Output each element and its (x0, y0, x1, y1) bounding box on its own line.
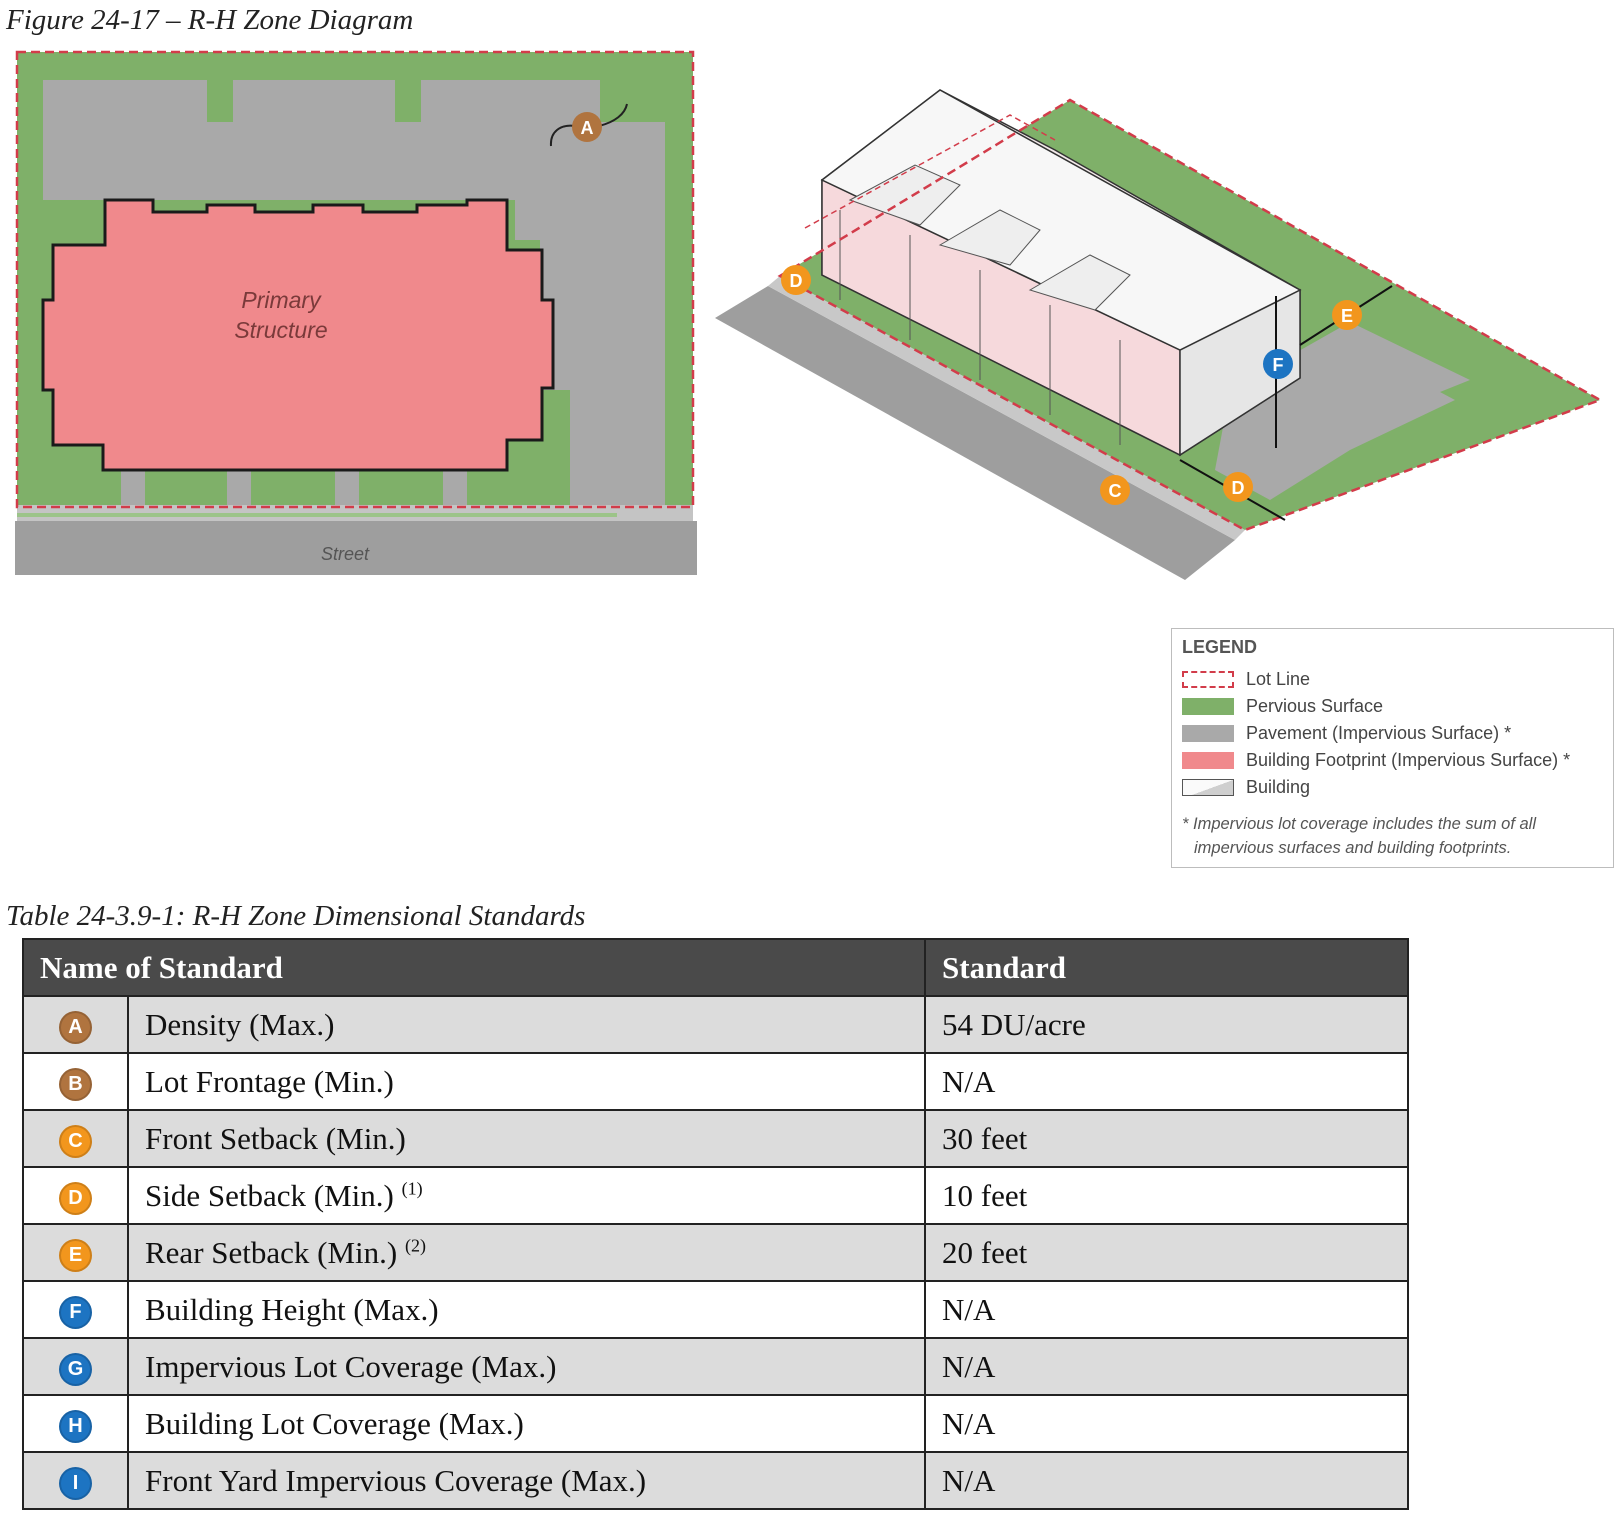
row-marker-cell (23, 1167, 128, 1224)
legend-item-pavement (1182, 723, 1511, 743)
footprint-swatch (1182, 752, 1234, 769)
marker-badge-icon: C (59, 1125, 92, 1158)
walkway (335, 470, 359, 507)
marker-badge-icon: H (59, 1410, 92, 1443)
walkway (227, 470, 251, 507)
table-row (23, 1281, 1408, 1338)
standard-value: N/A (925, 1281, 1408, 1338)
primary-structure-label: Primary (241, 287, 321, 313)
standard-name-cell (128, 1281, 925, 1338)
standard-name: Impervious Lot Coverage (Max.) (145, 1348, 557, 1384)
marker-badge-icon: D (59, 1182, 92, 1215)
standard-name: Density (Max.) (145, 1006, 335, 1042)
table-caption: Table 24-3.9-1: R-H Zone Dimensional Standards (6, 900, 586, 932)
standard-value: 10 feet (925, 1167, 1408, 1224)
legend-item-building (1182, 777, 1310, 797)
isometric-view-diagram (710, 60, 1610, 615)
standard-name: Front Yard Impervious Coverage (Max.) (145, 1462, 647, 1498)
standard-name: Building Lot Coverage (Max.) (145, 1405, 524, 1441)
marker-f-letter: F (1272, 355, 1284, 375)
legend-item-label: Lot Line (1246, 668, 1311, 689)
row-marker-cell (23, 1452, 128, 1509)
standard-value: N/A (925, 1452, 1408, 1509)
table-row (23, 1395, 1408, 1452)
marker-c-letter: C (1108, 481, 1122, 501)
footnote-ref: (1) (401, 1178, 423, 1199)
dimensional-standards-table (22, 938, 1409, 1510)
legend-footnote (1182, 812, 1607, 860)
pervious-swatch (1182, 698, 1234, 715)
legend (1171, 628, 1614, 868)
walkway (443, 470, 467, 507)
lot-line-swatch (1182, 671, 1234, 688)
standard-value: 30 feet (925, 1110, 1408, 1167)
standard-name: Rear Setback (Min.) (145, 1234, 398, 1270)
table-row (23, 1167, 1408, 1224)
legend-item-pervious (1182, 696, 1383, 716)
marker-badge-icon: G (59, 1353, 92, 1386)
standard-name: Front Setback (Min.) (145, 1120, 406, 1156)
table-row (23, 1338, 1408, 1395)
table-row (23, 1452, 1408, 1509)
legend-item-footprint (1182, 750, 1570, 770)
standard-value: 20 feet (925, 1224, 1408, 1281)
marker-badge-icon: F (59, 1296, 92, 1329)
table-body (23, 996, 1408, 1509)
table-row (23, 1053, 1408, 1110)
standard-name: Side Setback (Min.) (145, 1177, 394, 1213)
legend-item-label: Building (1246, 776, 1311, 797)
building-swatch (1182, 779, 1234, 796)
standard-name-cell (128, 1053, 925, 1110)
column-header: Name of Standard (23, 939, 925, 996)
walkway (121, 470, 145, 507)
marker-d-letter: D (789, 271, 803, 291)
standard-value: N/A (925, 1395, 1408, 1452)
row-marker-cell (23, 996, 128, 1053)
legend-footnote-line: impervious surfaces and building footprints. (1194, 839, 1512, 857)
standard-value: 54 DU/acre (925, 996, 1408, 1053)
table-row (23, 1110, 1408, 1167)
row-marker-cell (23, 1053, 128, 1110)
legend-item-label: Pavement (Impervious Surface) * (1246, 722, 1512, 743)
row-marker-cell (23, 1224, 128, 1281)
row-marker-cell (23, 1281, 128, 1338)
legend-title: LEGEND (1182, 637, 1258, 657)
standard-name-cell (128, 1338, 925, 1395)
legend-item-lot-line (1182, 669, 1310, 689)
marker-a-letter: A (580, 118, 594, 138)
standard-name: Building Height (Max.) (145, 1291, 439, 1327)
column-header: Standard (925, 939, 1408, 996)
figure-caption: Figure 24-17 – R-H Zone Diagram (6, 4, 414, 36)
standard-name-cell (128, 1110, 925, 1167)
street-label: Street (320, 544, 370, 564)
marker-d-letter: D (1231, 478, 1245, 498)
row-marker-cell (23, 1338, 128, 1395)
marker-badge-icon: E (59, 1239, 92, 1272)
marker-badge-icon: I (59, 1467, 92, 1500)
legend-item-label: Pervious Surface (1246, 695, 1384, 716)
row-marker-cell (23, 1395, 128, 1452)
standard-name-cell (128, 1224, 925, 1281)
row-marker-cell (23, 1110, 128, 1167)
legend-item-label: Building Footprint (Impervious Surface) * (1246, 749, 1571, 770)
standard-name-cell (128, 1395, 925, 1452)
standard-name-cell (128, 1167, 925, 1224)
marker-badge-icon: B (59, 1068, 92, 1101)
sidewalk-green-strip (17, 513, 617, 517)
standard-value: N/A (925, 1338, 1408, 1395)
footnote-ref: (2) (404, 1235, 426, 1256)
primary-structure-label: Structure (234, 317, 328, 343)
table-row (23, 996, 1408, 1053)
marker-badge-icon: A (59, 1011, 92, 1044)
standard-name-cell (128, 996, 925, 1053)
plan-view-diagram (15, 50, 697, 575)
standard-name: Lot Frontage (Min.) (145, 1063, 394, 1099)
pavement-swatch (1182, 725, 1234, 742)
standard-value: N/A (925, 1053, 1408, 1110)
standard-name-cell (128, 1452, 925, 1509)
table-row (23, 1224, 1408, 1281)
marker-e-letter: E (1340, 306, 1354, 326)
legend-footnote-line: * Impervious lot coverage includes the sum of all (1182, 815, 1537, 833)
table-header-row (23, 939, 1408, 996)
